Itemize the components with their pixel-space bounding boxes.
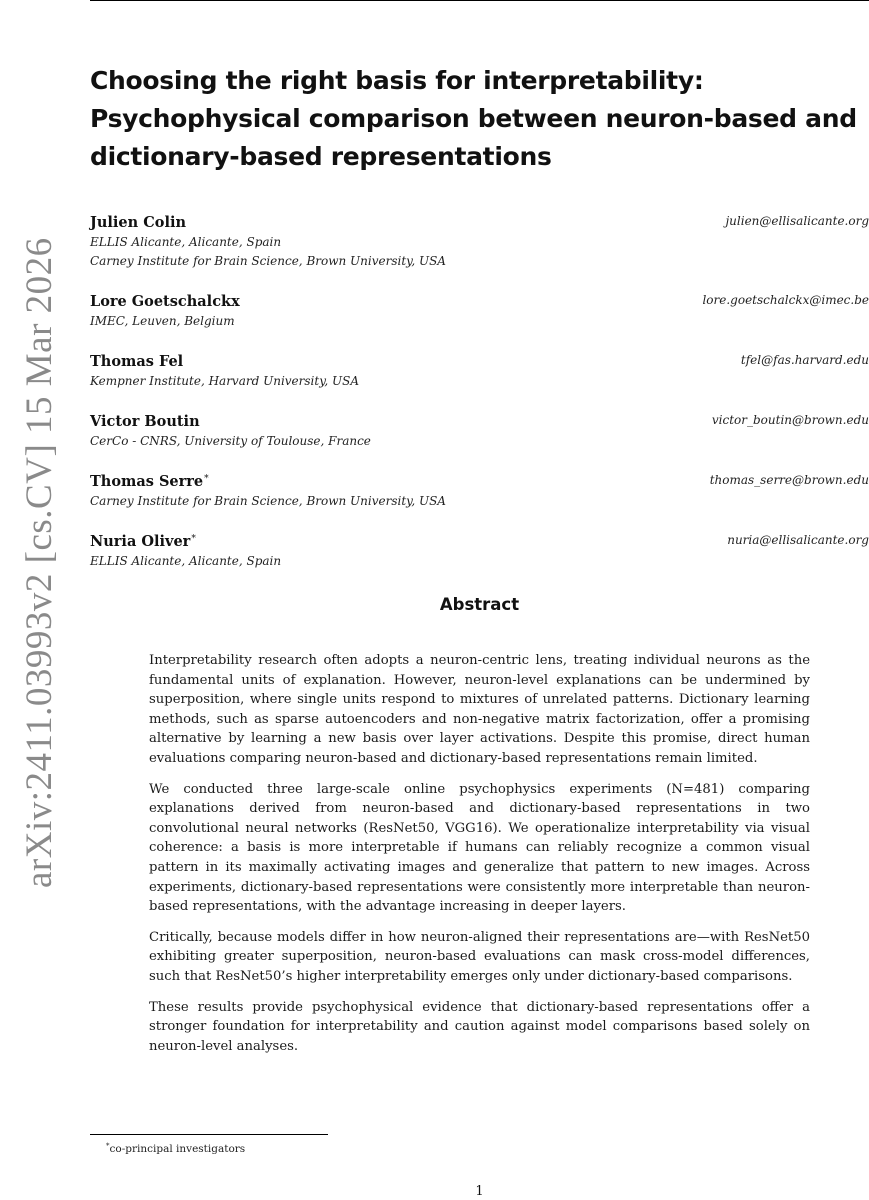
author-email[interactable]: lore.goetschalckx@imec.be — [702, 293, 869, 307]
author-email[interactable]: julien@ellisalicante.org — [725, 214, 869, 228]
abstract-paragraph: These results provide psychophysical evidence that dictionary-based representations offer a stronger foundation for interpretability and caution against model comparisons based solely on neuron-level analyses. — [149, 999, 810, 1054]
top-rule — [90, 0, 869, 1]
author-block — [90, 409, 869, 451]
abstract-paragraph: We conducted three large-scale online psychophysics experiments (N=481) comparing explanations derived from neuron-based and dictionary-based representations in two convolutional neural networks (ResNet50, VGG16). We operationalize interpretability via visual coherence: a basis is more interpretable if humans can reliably recognize a common visual pattern in its maximally activating images and generalize that pattern to new images. Across experiments, dictionary-based representations were consistently more interpretable than neuron-based representations, with the advantage increasing in deeper layers. — [149, 781, 810, 915]
author-name: Julien Colin — [90, 214, 187, 231]
author-block — [90, 469, 869, 511]
footnote-marker: * — [106, 1142, 110, 1150]
author-name: Nuria Oliver* — [90, 533, 196, 550]
abstract-body — [149, 651, 810, 1067]
abstract-paragraph: Critically, because models differ in how neuron-aligned their representations are—with ResNet50 exhibiting greater superposition, neuron-based evaluations can mask cross-model differences, such that ResNet50’s higher interpretability emerges only under dictionary-based comparisons. — [149, 929, 810, 984]
author-block — [90, 289, 869, 331]
author-list — [90, 210, 869, 589]
author-affiliation: ELLIS Alicante, Alicante, Spain — [90, 554, 282, 568]
page-number: 1 — [475, 1184, 484, 1199]
author-affiliation: IMEC, Leuven, Belgium — [90, 314, 235, 328]
author-block — [90, 349, 869, 391]
author-email[interactable]: victor_boutin@brown.edu — [711, 413, 869, 427]
author-name: Thomas Serre* — [90, 473, 209, 490]
author-email[interactable]: thomas_serre@brown.edu — [709, 473, 869, 487]
arxiv-identifier-stamp: arXiv:2411.03993v2 [cs.CV] 15 Mar 2026 — [19, 237, 60, 888]
abstract-heading: Abstract — [439, 595, 520, 614]
paper-title — [90, 62, 857, 176]
author-affiliation: CerCo - CNRS, University of Toulouse, France — [90, 434, 371, 448]
author-name: Lore Goetschalckx — [90, 293, 240, 310]
author-block — [90, 210, 869, 271]
footnote-rule — [90, 1134, 328, 1135]
author-block — [90, 529, 869, 571]
author-affiliation: Carney Institute for Brain Science, Brown University, USA — [90, 254, 446, 268]
author-name: Thomas Fel — [90, 353, 184, 370]
footnote — [106, 1139, 245, 1156]
author-email[interactable]: tfel@fas.harvard.edu — [740, 353, 869, 367]
author-affiliation: ELLIS Alicante, Alicante, Spain — [90, 235, 282, 249]
abstract-paragraph: Interpretability research often adopts a neuron-centric lens, treating individual neurons as the fundamental units of explanation. However, neuron-level explanations can be undermined by superposition, where single units respond to mixtures of unrelated patterns. Dictionary learning methods, such as sparse autoencoders and non-negative matrix factorization, offer a promising alternative by learning a new basis over layer activations. Despite this promise, direct human evaluations comparing neuron-based and dictionary-based representations remain limited. — [149, 653, 810, 766]
footnote-text: co-principal investigators — [109, 1143, 246, 1155]
title-line: Psychophysical comparison between neuron-based and — [90, 104, 857, 133]
author-affiliation: Kempner Institute, Harvard University, USA — [90, 374, 360, 388]
author-affiliation: Carney Institute for Brain Science, Brown University, USA — [90, 494, 446, 508]
title-line: Choosing the right basis for interpretability: — [90, 66, 704, 95]
title-line: dictionary-based representations — [90, 142, 552, 171]
author-email[interactable]: nuria@ellisalicante.org — [727, 533, 869, 547]
author-name: Victor Boutin — [90, 413, 200, 430]
